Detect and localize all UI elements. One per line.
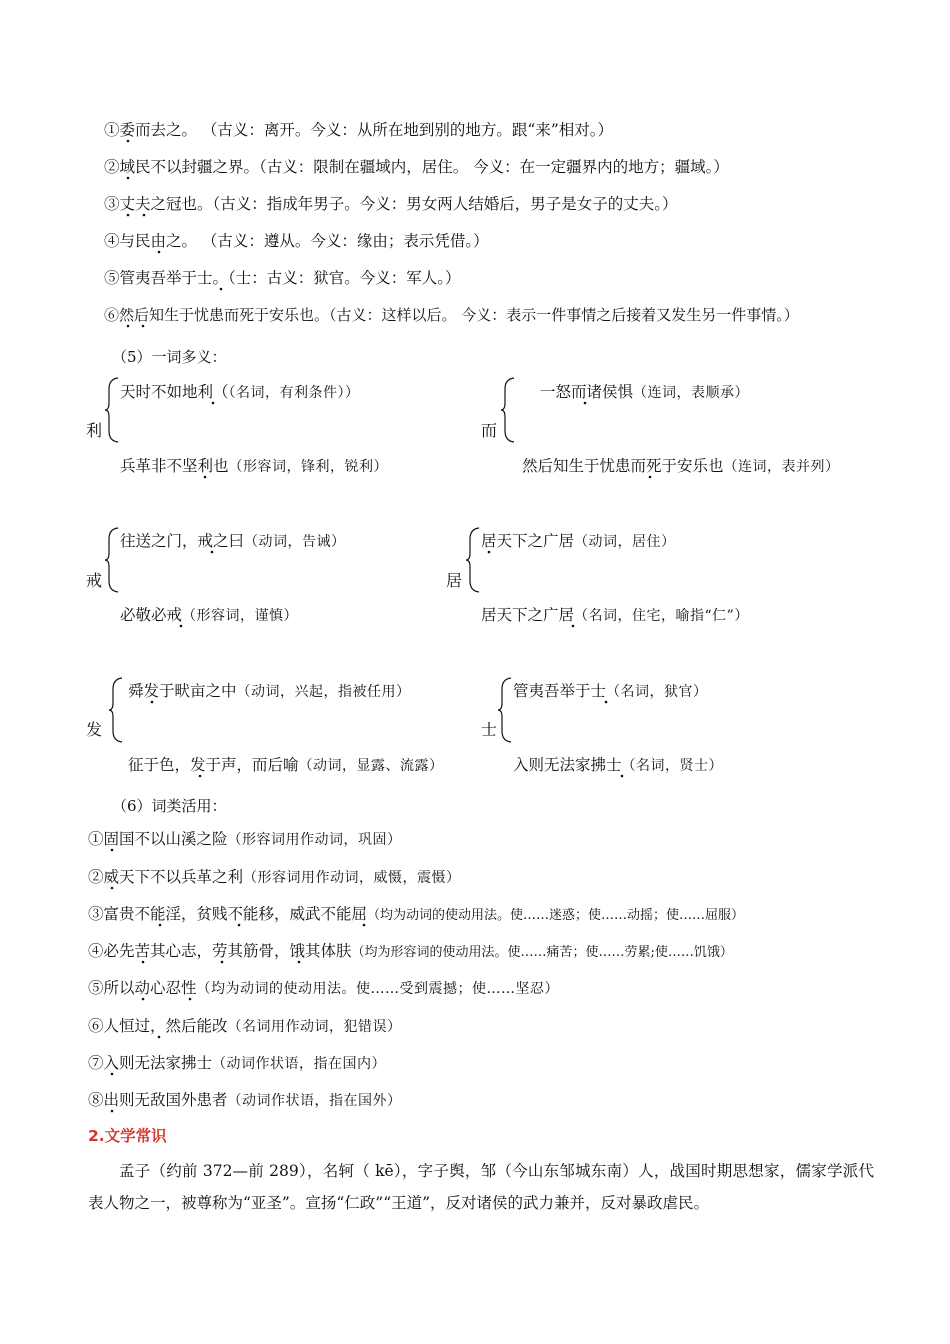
polysemy-ju-first-note: （动词，居住） xyxy=(574,534,676,550)
emphasis-dot xyxy=(127,214,130,217)
emphasis-dot xyxy=(127,325,130,328)
word-class-item-8-text: ⑧出则无敌国外患者 xyxy=(88,1091,228,1109)
polysemy-word-er: 而 xyxy=(481,421,498,440)
word-class-item-5-note: （均为动词的使动用法。使……受到震撼；使……坚忍） xyxy=(196,981,560,997)
brace-ju xyxy=(465,527,481,593)
polysemy-jie-second-note: （形容词，谨慎） xyxy=(182,608,299,624)
word-class-item-6-text: ⑥人恒过，然后能改 xyxy=(88,1017,228,1035)
word-class-item-1-note: （形容词用作动词，巩固） xyxy=(227,832,402,848)
word-class-item-5-text: ⑤所以动心忍性 xyxy=(88,979,197,997)
word-class-item-2-note: （形容词用作动词，威慑，震慑） xyxy=(243,870,461,886)
brace-er xyxy=(500,377,516,443)
word-class-item-1 xyxy=(88,829,402,850)
polysemy-er-first-text: 一怒而诸侯惧 xyxy=(540,383,634,401)
word-class-item-3 xyxy=(88,904,744,926)
polysemy-jie-first-text: 往送之门，戒之曰 xyxy=(120,532,245,550)
word-class-item-2-text: ②威天下不以兵革之利 xyxy=(88,868,244,886)
word-class-item-7-note: （动词作状语，指在国内） xyxy=(212,1056,387,1072)
polysemy-shi-second-text: 入则无法家拂士 xyxy=(513,756,622,774)
word-class-item-3-note: （均为动词的使动用法。使……迷惑；使……动摇；使……屈服） xyxy=(367,908,745,923)
polysemy-li-first xyxy=(120,382,360,403)
emphasis-dot xyxy=(127,140,130,143)
polysemy-er-second xyxy=(522,456,840,477)
polysemy-jie-second xyxy=(120,605,298,626)
word-class-item-8 xyxy=(88,1090,402,1111)
brace-li xyxy=(104,377,120,443)
literature-heading: 2.文学常识 xyxy=(88,1127,167,1145)
gujin-line-2: ②域民不以封疆之界。（古义：限制在疆域内，居住。 今义：在一定疆界内的地方；疆域。） xyxy=(104,158,729,176)
polysemy-fa-second-note: （动词，显露、流露） xyxy=(298,758,444,774)
polysemy-shi-first xyxy=(513,681,708,702)
emphasis-dot xyxy=(127,177,130,180)
brace-jie xyxy=(104,527,120,593)
word-class-item-6-note: （名词用作动词，犯错误） xyxy=(227,1019,402,1035)
polysemy-word-ju: 居 xyxy=(446,571,463,590)
polysemy-heading: （5）一词多义： xyxy=(112,348,227,366)
gujin-line-1: ①委而去之。 （古义：离开。今义：从所在地到别的地方。跟“来”相对。） xyxy=(104,121,614,139)
polysemy-fa-first-note: （动词，兴起，指被任用） xyxy=(236,684,411,700)
polysemy-er-first-note: （连词，表顺承） xyxy=(633,385,750,401)
emphasis-dot xyxy=(142,325,145,328)
polysemy-ju-second-text: 居天下之广居 xyxy=(481,606,575,624)
polysemy-li-second-note: （形容词，锋利，锐利） xyxy=(228,459,389,475)
gujin-line-6: ⑥然后知生于忧患而死于安乐也。（古义：这样以后。 今义：表示一件事情之后接着又发生另一件事情。） xyxy=(104,306,799,324)
word-class-item-7 xyxy=(88,1053,386,1074)
polysemy-li-first-note: （名词，有利条件）） xyxy=(228,385,360,401)
polysemy-shi-first-note: （名词，狱官） xyxy=(606,684,708,700)
polysemy-fa-first-text: 舜发于畎亩之中 xyxy=(128,682,237,700)
polysemy-shi-second xyxy=(513,755,723,776)
word-class-item-4 xyxy=(88,941,733,963)
word-class-item-4-text: ④必先苦其心志，劳其筋骨，饿其体肤 xyxy=(88,942,352,960)
polysemy-fa-first xyxy=(128,681,411,702)
polysemy-li-second-text: 兵革非不坚利也 xyxy=(120,457,229,475)
word-class-item-2 xyxy=(88,867,461,888)
polysemy-er-second-note: （连词，表并列） xyxy=(723,459,840,475)
emphasis-dot xyxy=(143,214,146,217)
polysemy-ju-first-text: 居天下之广居 xyxy=(481,532,575,550)
word-class-item-6 xyxy=(88,1016,402,1037)
polysemy-jie-first xyxy=(120,531,346,552)
polysemy-er-first xyxy=(540,382,749,403)
word-class-item-1-text: ①固国不以山溪之险 xyxy=(88,830,228,848)
gujin-line-3: ③丈夫之冠也。（古义：指成年男子。今义：男女两人结婚后，男子是女子的丈夫。） xyxy=(104,195,678,213)
literature-paragraph: 孟子（约前 372—前 289），名轲（ kē），字子舆，邹（今山东邹城东南）人，战国时期思想家，儒家学派代表人物之一，被尊称为“亚圣”。宣扬“仁政”“王道”，反对诸侯的武力兼并，反对暴政虐民。 xyxy=(88,1162,874,1212)
polysemy-jie-second-text: 必敬必戒 xyxy=(120,606,183,624)
polysemy-word-li: 利 xyxy=(86,421,103,440)
word-class-heading: （6）词类活用： xyxy=(112,797,227,815)
polysemy-fa-second xyxy=(128,755,444,776)
emphasis-dot xyxy=(158,251,161,254)
word-class-item-3-text: ③富贵不能淫，贫贱不能移，威武不能屈 xyxy=(88,905,368,923)
brace-fa xyxy=(108,677,124,743)
gujin-line-4: ④与民由之。 （古义：遵从。今义：缘由；表示凭借。） xyxy=(104,232,489,250)
gujin-line-5: ⑤管夷吾举于士。（士：古义：狱官。今义：军人。） xyxy=(104,269,461,287)
polysemy-li-first-text: 天时不如地利（ xyxy=(120,383,229,401)
polysemy-word-jie: 戒 xyxy=(86,571,103,590)
word-class-item-4-note: （均为形容词的使动用法。使……痛苦；使……劳累;使……饥饿） xyxy=(351,945,733,960)
word-class-item-7-text: ⑦入则无法家拂士 xyxy=(88,1054,213,1072)
polysemy-shi-first-text: 管夷吾举于士 xyxy=(513,682,607,700)
word-class-item-5 xyxy=(88,978,559,999)
brace-shi xyxy=(497,677,513,743)
polysemy-shi-second-note: （名词，贤士） xyxy=(621,758,724,774)
polysemy-word-shi: 士 xyxy=(481,720,498,739)
polysemy-fa-second-text: 征于色，发于声，而后喻 xyxy=(128,756,299,774)
polysemy-ju-second xyxy=(481,605,749,626)
polysemy-li-second xyxy=(120,456,388,477)
polysemy-word-fa: 发 xyxy=(86,720,103,739)
polysemy-ju-second-note: （名词，住宅，喻指“仁”） xyxy=(574,608,749,624)
emphasis-dot xyxy=(220,288,223,291)
word-class-item-8-note: （动词作状语，指在国外） xyxy=(227,1093,402,1109)
polysemy-jie-first-note: （动词，告诫） xyxy=(244,534,346,550)
polysemy-er-second-text: 然后知生于忧患而死于安乐也 xyxy=(522,457,724,475)
polysemy-ju-first xyxy=(481,531,676,552)
